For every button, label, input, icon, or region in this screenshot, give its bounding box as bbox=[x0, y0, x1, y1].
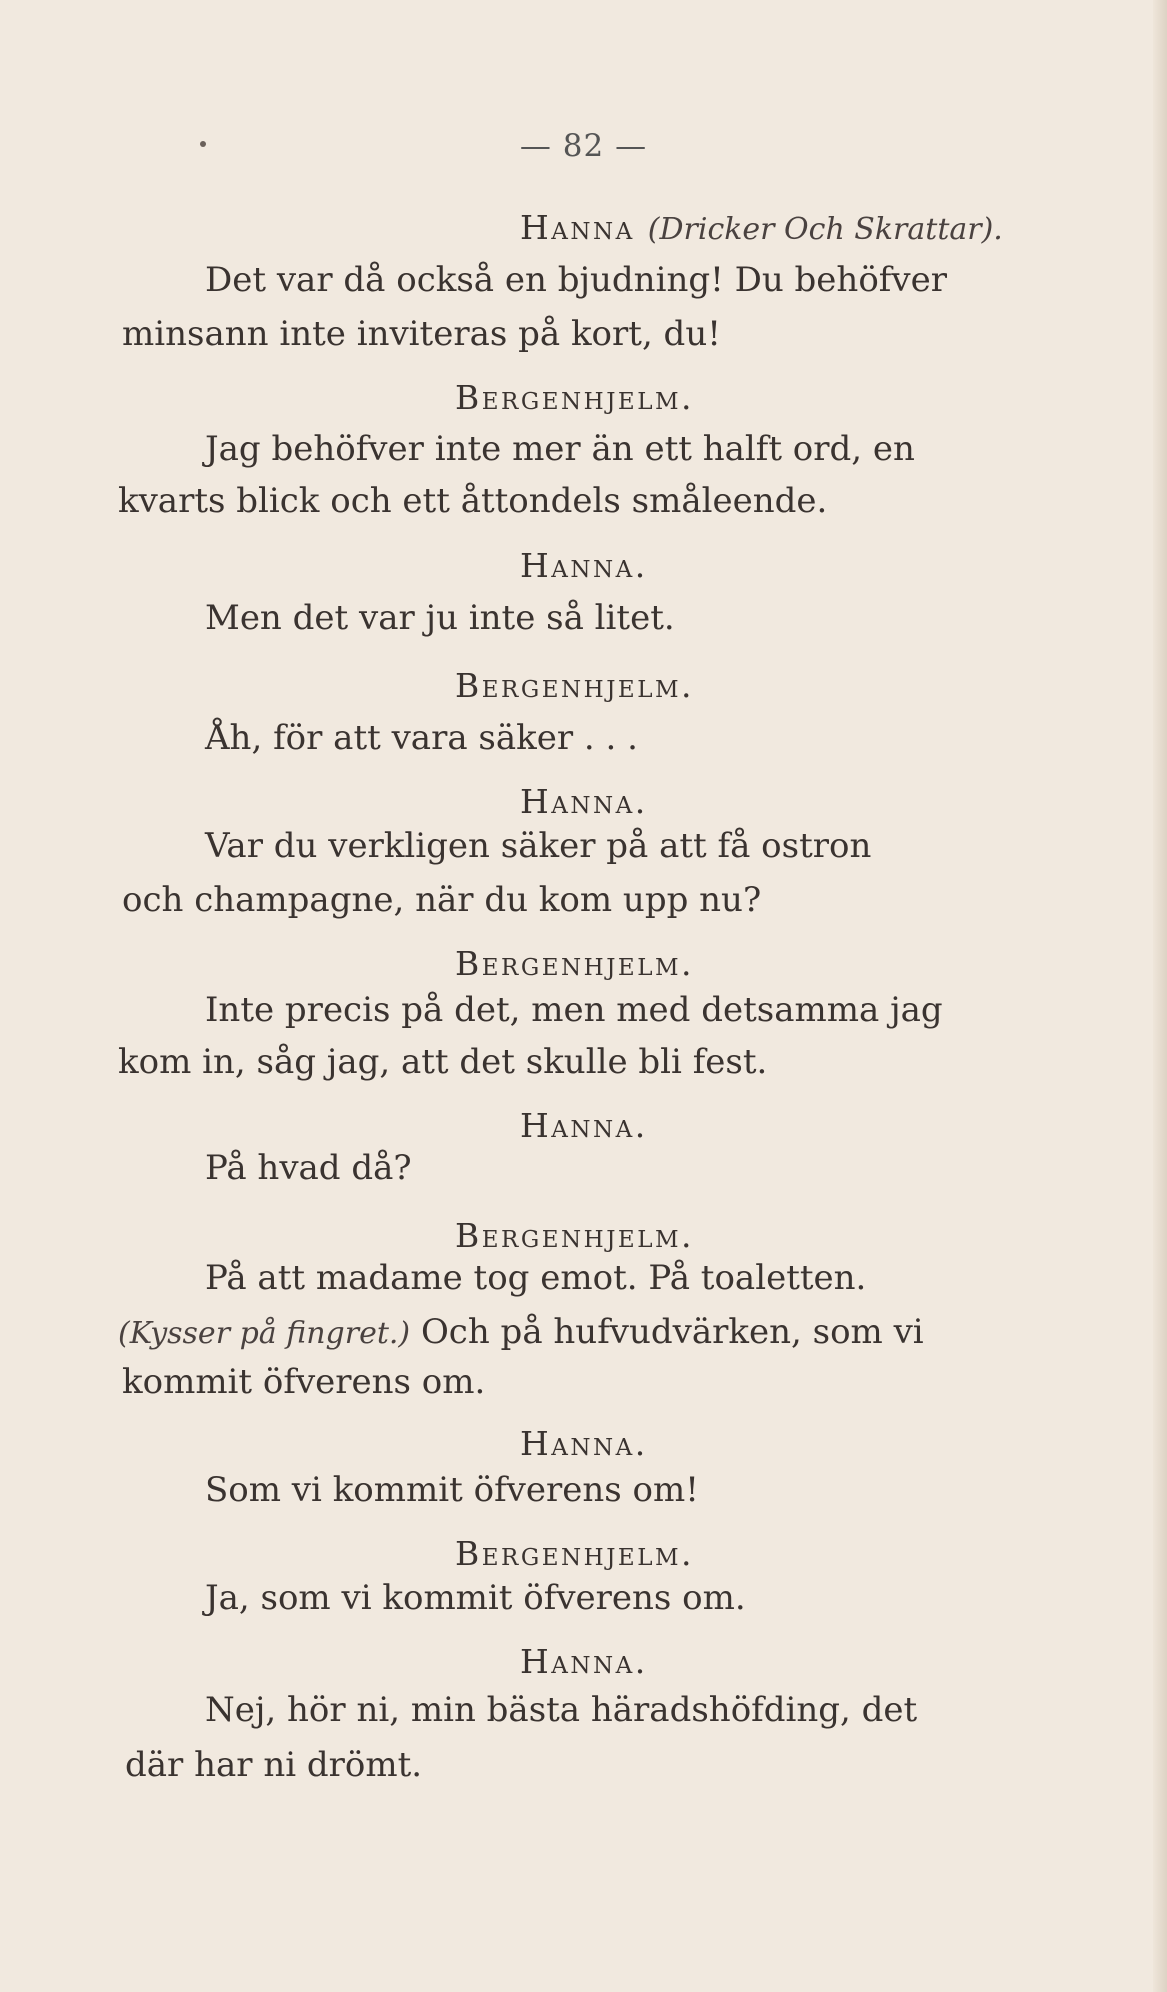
dialogue-line: Det var då också en bjudning! Du behöfver bbox=[205, 260, 947, 300]
dialogue-line: På att madame tog emot. På toaletten. bbox=[205, 1258, 867, 1298]
speaker-name: Bergenhjelm. bbox=[455, 1216, 695, 1255]
dialogue-line: Men det var ju inte så litet. bbox=[205, 598, 675, 638]
dialogue-text: Och på hufvudvärken, som vi bbox=[420, 1312, 924, 1352]
dialogue-line: Åh, för att vara säker . . . bbox=[205, 718, 638, 758]
speaker-name: Hanna. bbox=[520, 1106, 648, 1145]
speaker-heading bbox=[520, 208, 1003, 250]
speaker-name: Hanna. bbox=[520, 546, 648, 585]
speaker-name: Bergenhjelm. bbox=[455, 666, 695, 705]
page-edge bbox=[1153, 0, 1167, 1992]
dialogue-line-with-stage bbox=[118, 1312, 924, 1354]
speaker-name: Bergenhjelm. bbox=[455, 378, 695, 417]
dialogue-line: där har ni drömt. bbox=[125, 1745, 423, 1785]
dialogue-line: Inte precis på det, men med detsamma jag bbox=[205, 990, 943, 1030]
speaker-name: Bergenhjelm. bbox=[455, 1534, 695, 1573]
dialogue-line: Nej, hör ni, min bästa häradshöfding, det bbox=[205, 1690, 918, 1730]
dialogue-line: minsann inte inviteras på kort, du! bbox=[122, 314, 721, 354]
stage-direction: (Kysser på fingret.) bbox=[118, 1316, 411, 1351]
speaker-name: Bergenhjelm. bbox=[455, 944, 695, 983]
speaker-name: Hanna. bbox=[520, 1424, 648, 1463]
speaker-name: Hanna bbox=[520, 208, 635, 247]
dialogue-line: kommit öfverens om. bbox=[122, 1362, 486, 1402]
speaker-name: Hanna. bbox=[520, 1642, 648, 1681]
dialogue-line: På hvad då? bbox=[205, 1148, 412, 1188]
stage-direction: (Dricker Och Skrattar). bbox=[647, 212, 1003, 247]
dialogue-line: kvarts blick och ett åttondels småleende. bbox=[118, 481, 828, 521]
dialogue-line: och champagne, när du kom upp nu? bbox=[122, 880, 762, 920]
page-number: — 82 — bbox=[519, 128, 648, 164]
speaker-name: Hanna. bbox=[520, 782, 648, 821]
dialogue-line: Var du verkligen säker på att få ostron bbox=[205, 826, 872, 866]
dialogue-line: kom in, såg jag, att det skulle bli fest. bbox=[118, 1042, 768, 1082]
dialogue-line: Jag behöfver inte mer än ett halft ord, en bbox=[205, 429, 915, 469]
dialogue-line: Som vi kommit öfverens om! bbox=[205, 1470, 699, 1510]
dialogue-line: Ja, som vi kommit öfverens om. bbox=[205, 1578, 746, 1618]
